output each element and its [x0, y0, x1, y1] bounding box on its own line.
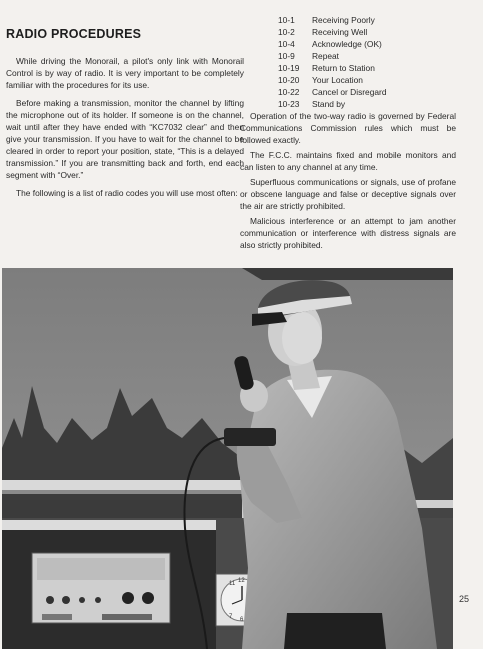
radio-code-item: [240, 62, 456, 74]
code-number: 10-22: [278, 87, 300, 97]
page-title: RADIO PROCEDURES: [6, 27, 142, 41]
prohibited-signals-paragraph: Superfluous communications or signals, use of profane or obscene language and false or deceptive signals over the air are strictly prohibited.: [240, 177, 456, 211]
code-number: 10-20: [278, 75, 300, 85]
right-text-column: [240, 14, 456, 254]
radio-code-item: [240, 38, 456, 50]
code-number: 10-23: [278, 99, 300, 109]
code-meaning: Return to Station: [312, 63, 375, 73]
fcc-monitors-paragraph: The F.C.C. maintains fixed and mobile monitors and can listen to any channel at any time.: [240, 150, 456, 172]
fcc-rules-paragraph: Operation of the two-way radio is governed by Federal Communications Commission rules which must be followed exactly.: [240, 111, 456, 145]
clock-number-6: 6: [240, 617, 244, 623]
transmission-paragraph: Before making a transmission, monitor the channel by lifting the microphone out of its holder. If someone is on the channel, wait until after they have ended with “KC7032 clear” and then give your transmission. If you have to wait for the channel to be cleared in order to report your position, state, “This is a delayed transmission.” If you are transmitting back and forth, end each segment with “Over.”: [6, 98, 244, 180]
photo-illustration: [2, 268, 453, 649]
radio-code-item: [240, 26, 456, 38]
clock-number-7: 7: [229, 614, 233, 620]
radio-code-item: [240, 14, 456, 26]
pilot-radio-photo: [2, 268, 453, 649]
code-meaning: Receiving Well: [312, 27, 368, 37]
code-number: 10-4: [278, 39, 295, 49]
code-meaning: Receiving Poorly: [312, 15, 375, 25]
page-number: 25: [459, 594, 470, 604]
radio-code-list: [240, 14, 456, 110]
intro-paragraph: While driving the Monorail, a pilot's only link with Monorail Control is by way of radio. It is very important to be completely familiar with the procedures for its use.: [6, 56, 244, 90]
left-text-column: [6, 55, 244, 205]
radio-code-item: [240, 98, 456, 110]
interference-paragraph: Malicious interference or an attempt to jam another communication or interference with distress signals are also strictly prohibited.: [240, 216, 456, 250]
code-meaning: Stand by: [312, 99, 346, 109]
code-number: 10-2: [278, 27, 295, 37]
radio-code-item: [240, 50, 456, 62]
clock-number-11: 11: [229, 581, 236, 587]
code-number: 10-9: [278, 51, 295, 61]
codes-intro-paragraph: The following is a list of radio codes you will use most often:: [16, 188, 238, 198]
code-meaning: Cancel or Disregard: [312, 87, 387, 97]
clock-number-12: 12: [238, 578, 245, 584]
radio-code-item: [240, 74, 456, 86]
code-meaning: Repeat: [312, 51, 340, 61]
code-meaning: Your Location: [312, 75, 363, 85]
monorail-beam: [2, 480, 262, 490]
code-meaning: Acknowledge (OK): [312, 39, 382, 49]
code-number: 10-1: [278, 15, 295, 25]
code-number: 10-19: [278, 63, 300, 73]
radio-code-item: [240, 86, 456, 98]
